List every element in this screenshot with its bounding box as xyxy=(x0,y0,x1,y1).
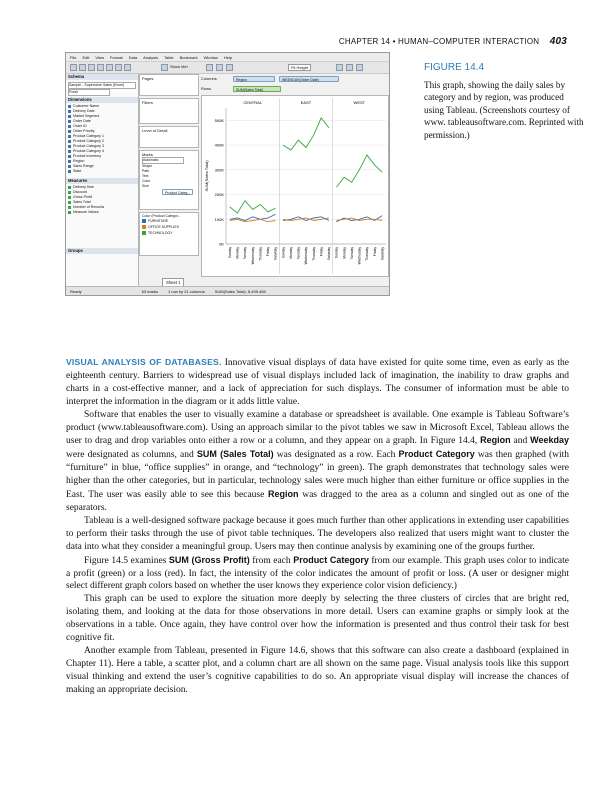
x-tick-label: Saturday xyxy=(380,247,385,261)
mark-type-select: Automatic xyxy=(142,157,184,164)
columns-shelf-label: Columns xyxy=(201,76,217,81)
level-of-detail-shelf: Level of Detail xyxy=(139,126,199,148)
dimension-field[interactable]: State xyxy=(68,169,128,174)
paragraph-4: Figure 14.5 examines SUM (Gross Profit) from each Product Category from our example. This graph uses color to indicate a profit (green) or a loss (red). In fact, the intensity of the color indicates the amount of profit or loss. (A user or designer might select different graph colors based on whether the user knows they experience color vision deficiency.) xyxy=(66,554,569,592)
columns-pill-weekday: WEEKDAY(Order Date) xyxy=(279,76,339,82)
dimension-field[interactable]: Product Category 4 xyxy=(68,149,128,154)
x-tick-label: Friday xyxy=(372,247,377,257)
menu-item-4[interactable]: Data xyxy=(128,54,138,60)
chapter-title: CHAPTER 14 • HUMAN–COMPUTER INTERACTION xyxy=(338,37,540,46)
x-tick-label: Thursday xyxy=(258,247,263,261)
redo-icon xyxy=(115,64,122,71)
legend-item: OFFICE SUPPLIES xyxy=(142,224,196,230)
label-icon xyxy=(346,64,353,71)
dimension-icon xyxy=(68,155,71,158)
measure-icon xyxy=(68,201,71,204)
datasource-select: Sample - Superstore Sales (Excel) xyxy=(68,82,136,89)
dimension-icon xyxy=(68,145,71,148)
x-tick-label: Thursday xyxy=(311,247,316,261)
filter-icon xyxy=(216,64,223,71)
forward-icon xyxy=(79,64,86,71)
dimension-icon xyxy=(68,165,71,168)
x-tick-label: Tuesday xyxy=(296,247,301,260)
menu-item-0[interactable]: File xyxy=(70,54,77,60)
figure-caption xyxy=(424,62,584,142)
legend-item: FURNITURE xyxy=(142,218,196,224)
dimension-icon xyxy=(68,105,71,108)
dimension-field[interactable]: Region xyxy=(68,159,128,164)
dimension-field[interactable]: Product Inventory xyxy=(68,154,128,159)
paragraph-3: Tableau is a well-designed software package because it goes much further than other applications in extending user capabilities to perform their tasks through the use of pivot table techniques. The developers also realized that users might want to cluster the data into what they consider a meaningful group. Users may then continue analysis by examining one of the groups further. xyxy=(66,515,569,552)
menu-bar xyxy=(66,53,389,62)
undo-icon xyxy=(106,64,113,71)
menu-item-6[interactable]: Table xyxy=(164,54,174,60)
y-tick-label: 0K xyxy=(219,241,224,247)
worksheet-area xyxy=(139,74,389,286)
measure-icon xyxy=(68,186,71,189)
x-tick-label: Saturday xyxy=(327,247,332,261)
y-tick-label: 400K xyxy=(214,142,224,148)
measure-icon xyxy=(68,211,71,214)
dimension-icon xyxy=(68,150,71,153)
schema-header: Schema xyxy=(66,74,138,80)
caption-text: This graph, showing the daily sales by category and by region, was produced using Tableau. (Screenshots courtesy of www. tableausoftware.com. Reprinted with permission.) xyxy=(424,79,584,140)
columns-pill-region: Region xyxy=(233,76,275,82)
x-tick-label: Friday xyxy=(266,247,271,257)
menu-item-5[interactable]: Analysis xyxy=(143,54,158,60)
show-me-icon xyxy=(161,64,168,71)
rows-shelf-label: Rows xyxy=(201,86,212,91)
x-tick-label: Saturday xyxy=(273,247,278,261)
data-pane xyxy=(66,74,139,286)
dimension-icon xyxy=(68,160,71,163)
section-heading: VISUAL ANALYSIS OF DATABASES. xyxy=(66,357,222,367)
y-tick-label: 500K xyxy=(214,117,224,123)
legend-swatch xyxy=(142,225,146,229)
groups-header: Groups xyxy=(66,248,138,254)
x-tick-label: Friday xyxy=(319,247,324,257)
dimension-icon xyxy=(68,110,71,113)
panel-header: EAST xyxy=(300,100,312,105)
status-item: Ready xyxy=(70,289,82,294)
y-tick-label: 300K xyxy=(214,167,224,173)
measure-icon xyxy=(68,191,71,194)
x-tick-label: Sunday xyxy=(334,247,339,259)
mark-prop-size[interactable]: Size xyxy=(142,184,149,188)
connection-select: Fresh xyxy=(68,89,110,96)
chart-frame xyxy=(201,95,389,277)
status-item: SUM(Sales Total): 8,499,465 xyxy=(214,289,266,294)
series-line-technology xyxy=(337,155,383,187)
x-tick-label: Tuesday xyxy=(349,247,354,260)
paragraph-2: Software that enables the user to visually examine a database or spreadsheet is available. One example is Tableau Software’s product (www.tableausoftware.com). Using an approach similar to the pivot tables we saw in Microsoft Excel, Tableau allows the user to drag and drop variables onto either a row or a column, and they appear on a graph. In Figure 14.4, Region and Weekday were designated as columns, and SUM (Sales Total) was designated as a row. Each Product Category was then graphed (with “furniture” in blue, “office supplies” in orange, and “technology” in green). The graph demonstrates that technology sales were higher than the other categories, but in particular, technology sales were much higher than either furniture or office supplies in the East. The user was easily able to see this because Region was dragged to the area as a column and singled out as one of the separators. xyxy=(66,409,569,513)
x-tick-label: Sunday xyxy=(281,247,286,259)
dimension-icon xyxy=(68,130,71,133)
x-tick-label: Wednesday xyxy=(304,247,309,265)
x-tick-label: Monday xyxy=(288,247,293,259)
series-line-technology xyxy=(230,201,276,213)
dimension-icon xyxy=(68,170,71,173)
marks-label: Marks xyxy=(142,152,153,157)
status-item: 1 row by 21 columns xyxy=(168,289,205,294)
dimension-field[interactable]: Market Segment xyxy=(68,114,128,119)
save-icon xyxy=(88,64,95,71)
measure-field[interactable]: Discount xyxy=(68,190,128,195)
x-tick-label: Sunday xyxy=(228,247,233,259)
measure-icon xyxy=(68,196,71,199)
panel-header: WEST xyxy=(353,100,366,105)
present-icon xyxy=(336,64,343,71)
x-tick-label: Wednesday xyxy=(250,247,255,265)
pages-shelf: Pages xyxy=(139,74,199,96)
new-sheet-icon xyxy=(97,64,104,71)
mark-prop-text[interactable]: Text xyxy=(142,174,149,178)
dimension-field[interactable]: Order ID xyxy=(68,124,128,129)
status-item: 63 marks xyxy=(141,289,159,294)
dimension-field[interactable]: Order Priority xyxy=(68,129,128,134)
running-header xyxy=(300,36,567,47)
measure-field[interactable]: Delivery time xyxy=(68,185,128,190)
show-me-label: Show Me! xyxy=(170,64,188,69)
measure-field[interactable]: Number of Records xyxy=(68,205,128,210)
measure-field[interactable]: Measure Values xyxy=(68,210,128,215)
mark-prop-shape[interactable]: Shape xyxy=(142,164,153,168)
sales-line-chart xyxy=(202,96,388,276)
legend-items xyxy=(142,218,196,236)
figure-label: FIGURE 14.4 xyxy=(424,62,485,73)
dimensions-header: Dimensions xyxy=(66,97,138,103)
body-text xyxy=(66,356,569,697)
dimension-field[interactable]: Sales Range xyxy=(68,164,128,169)
dimension-icon xyxy=(68,115,71,118)
legend-item: TECHNOLOGY xyxy=(142,230,196,236)
mark-properties xyxy=(142,164,196,189)
dimension-field[interactable]: Order Date xyxy=(68,119,128,124)
dimension-icon xyxy=(68,120,71,123)
dimension-icon xyxy=(68,125,71,128)
back-icon xyxy=(70,64,77,71)
measure-icon xyxy=(68,206,71,209)
mark-prop-path[interactable]: Path xyxy=(142,169,150,173)
dimension-field[interactable]: Product Category 1 xyxy=(68,134,128,139)
x-tick-label: Monday xyxy=(342,247,347,259)
x-tick-label: Monday xyxy=(235,247,240,259)
panel-header: CENTRAL xyxy=(243,100,263,105)
legend-title: Color (Product Categor... xyxy=(142,214,181,218)
page-number: 403 xyxy=(549,36,567,47)
x-tick-label: Tuesday xyxy=(243,247,248,260)
y-axis-label: SUM(Sales Total) xyxy=(204,160,209,192)
legend-swatch xyxy=(142,219,146,223)
legend-swatch xyxy=(142,231,146,235)
paragraph-5: This graph can be used to explore the situation more deeply by selecting the three clusters of circles that are bright red, isolating them, and looking at the data for those observations in more detail. Users can examine graphs or simply look at the observations in a table. Once again, they have control over how the information is presented and thus control their task for best cognitive fit. xyxy=(66,594,569,644)
measure-field[interactable]: Sales Total xyxy=(68,200,128,205)
y-tick-label: 200K xyxy=(214,192,224,198)
menu-item-3[interactable]: Format xyxy=(109,54,123,60)
paragraph-6: Another example from Tableau, presented in Figure 14.6, shows that this software can also create a dashboard (explained in Chapter 11). Here a table, a scatter plot, and a column chart are all shown on the same page. Visual analysis tools like this support visual thinking and extend the user’s cognitive capabilities to do so. An appropriate visual display will increase the chances of making an appropriate decision. xyxy=(66,645,569,695)
color-field-pill: Product Categ... xyxy=(162,189,193,195)
x-tick-label: Thursday xyxy=(365,247,370,261)
menu-item-9[interactable]: Help xyxy=(223,54,233,60)
dimension-field[interactable]: Delivery Date xyxy=(68,109,128,114)
dimension-field[interactable]: Product Category 3 xyxy=(68,144,128,149)
tooltip-icon xyxy=(356,64,363,71)
tableau-screenshot xyxy=(65,52,390,296)
dimension-icon xyxy=(68,140,71,143)
toolbar xyxy=(66,62,389,74)
filters-shelf: Filters xyxy=(139,98,199,124)
menu-item-2[interactable]: View xyxy=(95,54,104,60)
sheet-tab: Sheet 1 xyxy=(162,278,184,288)
y-tick-label: 100K xyxy=(214,216,224,222)
dimension-icon xyxy=(68,135,71,138)
fit-dropdown: Fit Height xyxy=(288,64,311,71)
color-legend xyxy=(139,212,199,256)
marks-card xyxy=(139,150,199,210)
paragraph-1: VISUAL ANALYSIS OF DATABASES. Innovative visual displays of data have existed for quite some time, even as early as the eighteenth century. Barriers to widespread use of visual displays included lack of imagination, the inability to draw graphs and charts in a cost-effective manner, and a lack of appreciation for such displays. The consumer of information must be able to interpret the information in the diagram or it adds little value. xyxy=(66,357,569,407)
chart-type-icon xyxy=(206,64,213,71)
menu-item-7[interactable]: Bookmark xyxy=(179,54,198,60)
dimension-field[interactable]: Customer Name xyxy=(68,104,128,109)
x-tick-label: Wednesday xyxy=(357,247,362,265)
menu-item-1[interactable]: Edit xyxy=(82,54,90,60)
measures-header: Measures xyxy=(66,178,138,184)
dimension-field[interactable]: Product Category 2 xyxy=(68,139,128,144)
menu-item-8[interactable]: Window xyxy=(203,54,218,60)
measure-field[interactable]: Gross Profit xyxy=(68,195,128,200)
status-bar xyxy=(66,286,389,295)
highlight-icon xyxy=(226,64,233,71)
mark-prop-color[interactable]: Color xyxy=(142,179,151,183)
sort-icon xyxy=(124,64,131,71)
rows-pill-sales: SUM(Sales Total) xyxy=(233,86,281,92)
series-line-office-supplies xyxy=(230,219,276,221)
